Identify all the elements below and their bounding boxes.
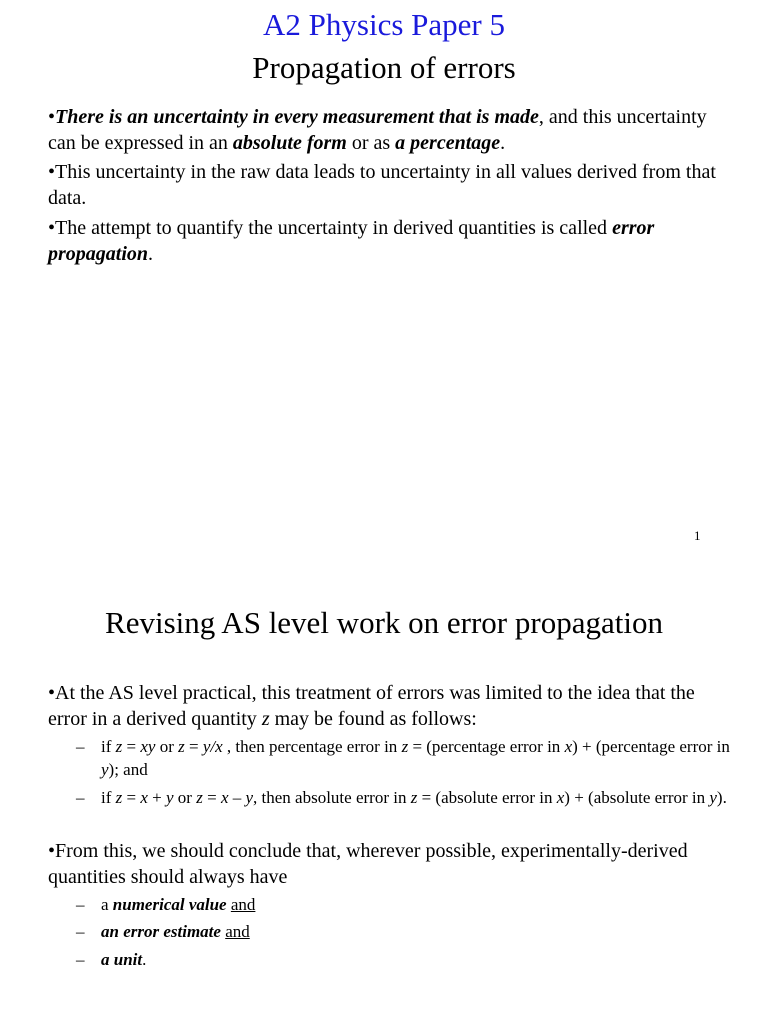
conclusion-paragraph: •From this, we should conclude that, wherever possible, experimentally-derived quantities should always have <box>48 840 688 888</box>
intro-paragraph: •At the AS level practical, this treatment of errors was limited to the idea that the error in a derived quantity z may be found as follows: <box>48 682 695 730</box>
slide1-title: A2 Physics Paper 5 <box>263 7 505 42</box>
slide2-title: Revising AS level work on error propagation <box>105 605 663 640</box>
bullet-raw-data: •This uncertainty in the raw data leads to uncertainty in all values derived from that data. <box>48 161 716 209</box>
bullet-error-propagation: •The attempt to quantify the uncertainty in derived quantities is called error propagation. <box>48 217 655 265</box>
page-number: 1 <box>694 528 701 543</box>
slide1-subtitle: Propagation of errors <box>252 50 516 85</box>
bullet-uncertainty: •There is an uncertainty in every measurement that is made, and this uncertainty can be expressed in an absolute form or as a percentage. <box>48 106 707 154</box>
